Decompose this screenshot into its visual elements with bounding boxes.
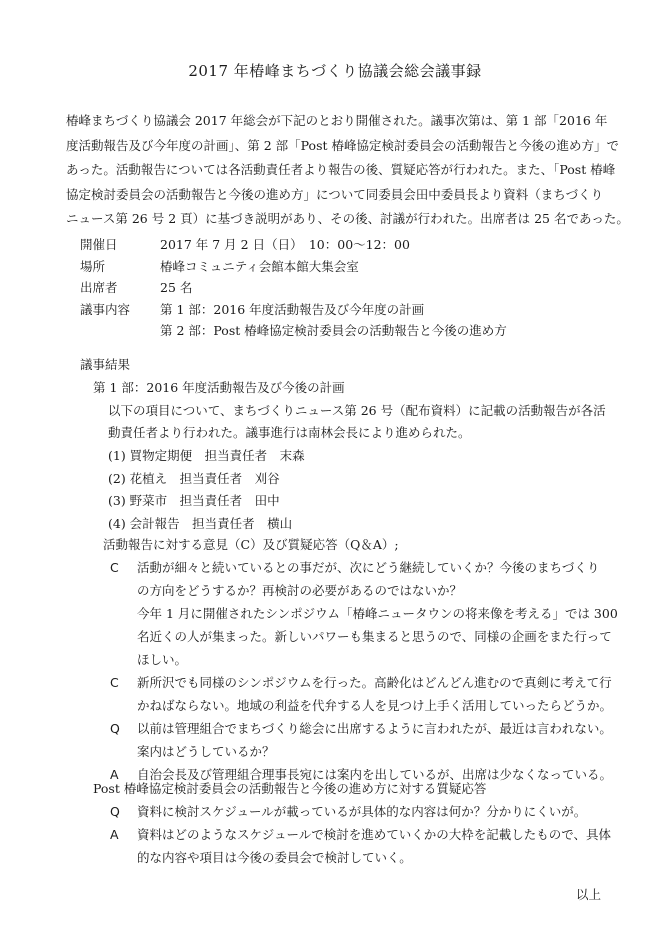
info-row-date (80, 234, 507, 256)
agenda-label: 議事内容 (80, 301, 131, 317)
qa-list (110, 556, 618, 786)
qa-mark: A (110, 827, 119, 842)
place-label: 場所 (80, 258, 106, 274)
qa-line: ほしい。 (137, 652, 188, 667)
attendance-label: 出席者 (80, 280, 118, 295)
part1-description-line: 動責任者より行われた。議事進行は南林会長により進められた。 (108, 425, 471, 440)
qa-line: 新所沢でも同様のシンポジウムを行った。高齢化はどんどん進むので真剣に考えて行 (137, 675, 612, 690)
qa-entry (110, 671, 613, 717)
list-item: (3) 野菜市 担当責任者 田中 (108, 493, 280, 508)
qa-entry (110, 717, 610, 763)
date-label: 開催日 (80, 237, 118, 252)
qa-entry (110, 556, 618, 671)
agenda-item-1: 第 1 部：2016 年度活動報告及び今年度の計画 (160, 301, 425, 317)
qa-line: かねばならない。地域の利益を代弁する人を見つけ上手く活用していったらどうか。 (137, 698, 613, 713)
intro-line: 椿峰まちづくり協議会 2017 年総会が下記のとおり開催された。議事次第は、第 1 部「2016 年 (66, 113, 608, 128)
post-committee-qa-heading: Post 椿峰協定検討委員会の活動報告と今後の進め方に対する質疑応答 (93, 781, 487, 796)
qa-mark: Q (110, 721, 120, 736)
qa-mark: C (110, 675, 119, 690)
results-heading: 議事結果 (80, 357, 131, 372)
qa-entry (110, 823, 610, 869)
info-row-attendance (80, 277, 507, 299)
post-qa-list (110, 800, 610, 869)
qa-mark: Q (110, 804, 120, 819)
qa-line: 名近くの人が集まった。新しいパワーも集まると思うので、同様の企画をまた行って (137, 629, 612, 644)
part1-heading: 第 1 部：2016 年度活動報告及び今後の計画 (93, 380, 345, 395)
info-row-place (80, 256, 507, 278)
date-value: 2017 年 7 月 2 日（日） 10：00～12：00 (160, 237, 410, 252)
part1-description-line: 以下の項目について、まちづくりニュース第 26 号（配布資料）に記載の活動報告が各活 (108, 403, 606, 418)
intro-line: 協定検討委員会の活動報告と今後の進め方」について同委員会田中委員長より資料（まちづくり (66, 186, 604, 202)
attendance-value: 25 名 (160, 280, 193, 295)
list-item: (2) 花植え 担当責任者 刈谷 (108, 470, 280, 486)
qa-line: 自治会長及び管理組合理事長宛には案内を出しているが、出席は少なくなっている。 (137, 767, 613, 782)
meeting-info (80, 234, 507, 342)
qa-line: 案内はどうしているか？ (137, 744, 275, 759)
info-row-agenda (80, 299, 507, 321)
qa-line: 今年 1 月に開催されたシンポジウム「椿峰ニュータウンの将来像を考える」では 300 (137, 606, 618, 621)
qa-mark: A (110, 767, 119, 782)
intro-line: 度活動報告及び今年度の計画」、第 2 部「Post 椿峰協定検討委員会の活動報告と今後の進め方」で (66, 137, 619, 153)
qa-line: 資料に検討スケジュールが載っているが具体的な内容は何か？分かりにくいが。 (137, 804, 587, 819)
qa-mark: C (110, 560, 119, 575)
intro-line: あった。活動報告については各活動責任者より報告の後、質疑応答が行われた。また、「Post 椿峰 (66, 162, 616, 177)
intro-line: ニュース第 26 号 2 頁）に基づき説明があり、その後、討議が行われた。出席者は 25 名であった。 (66, 211, 629, 226)
closing-mark: 以上 (576, 887, 602, 902)
report-items (108, 445, 305, 535)
qa-line: 以前は管理組合でまちづくり総会に出席するように言われたが、最近は言われない。 (137, 721, 612, 736)
part1-description (108, 400, 606, 444)
qa-line: 資料はどのようなスケジュールで検討を進めていくかの大枠を記載したもので、具体 (137, 827, 612, 842)
qa-line: の方向をどうするか？再検討の必要があるのではないか？ (137, 583, 463, 598)
qa-entry (110, 800, 610, 823)
info-row-agenda-2 (80, 320, 507, 342)
intro-paragraph (66, 109, 629, 232)
qa-line: 活動が細々と続いているとの事だが、次にどう継続していくか？今後のまちづくり (137, 560, 600, 575)
list-item: (4) 会計報告 担当責任者 横山 (108, 515, 293, 531)
qa-line: 的な内容や項目は今後の委員会で検討していく。 (137, 850, 412, 865)
list-item: (1) 買物定期便 担当責任者 末森 (108, 448, 305, 463)
place-value: 椿峰コミュニティ会館本館大集会室 (160, 258, 359, 274)
document-title: 2017 年椿峰まちづくり協議会総会議事録 (188, 62, 482, 80)
qa-heading: 活動報告に対する意見（C）及び質疑応答（Q＆A）; (103, 537, 399, 552)
agenda-item-2: 第 2 部：Post 椿峰協定検討委員会の活動報告と今後の進め方 (160, 323, 507, 338)
